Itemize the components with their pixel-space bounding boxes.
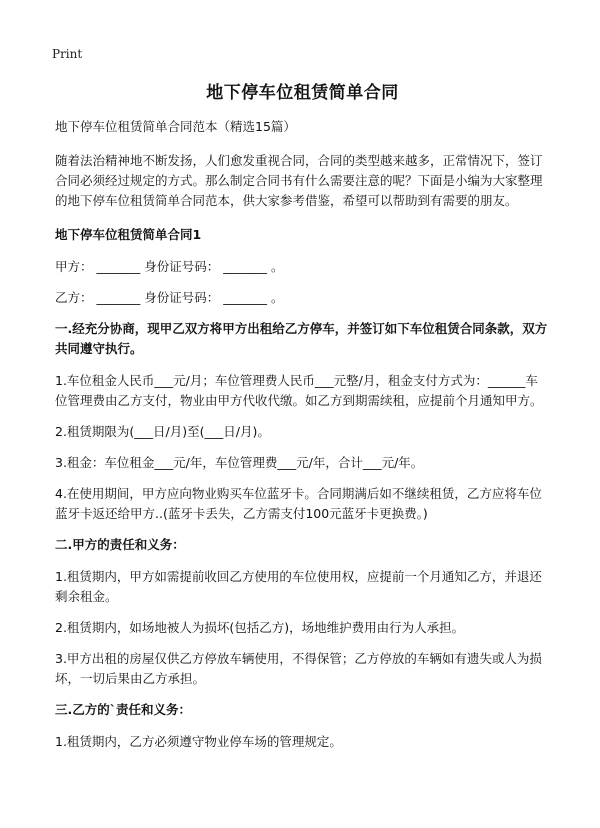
party-b-id-blank: _______	[223, 290, 267, 305]
document-body	[55, 78, 550, 763]
party-b-row	[55, 288, 550, 308]
party-a-blank: _______	[96, 259, 141, 274]
party-a-end: 。	[270, 259, 284, 274]
section-1-heading: 一.经充分协商，现甲乙双方将甲方出租给乙方停车，并签订如下车位租赁合同条款，双方共同遵守执行。	[55, 321, 548, 356]
section-2-heading: 二.甲方的责任和义务：	[55, 537, 185, 552]
party-b-blank: _______	[96, 290, 141, 305]
party-a-label: 甲方：	[55, 259, 93, 274]
party-a-id-label: 身份证号码：	[144, 259, 220, 274]
party-a-row	[55, 257, 550, 277]
party-b-end: 。	[270, 290, 284, 305]
contract-heading: 地下停车位租赁简单合同1	[55, 227, 202, 242]
clause-3-1: 1.租赁期内，乙方必须遵守物业停车场的管理规定。	[55, 734, 342, 749]
section-3-heading: 三.乙方的`责任和义务：	[55, 702, 191, 717]
party-b-id-label: 身份证号码：	[144, 290, 220, 305]
clause-1-4: 4.在使用期间，甲方应向物业购买车位蓝牙卡。合同期满后如不继续租赁，乙方应将车位蓝牙卡返还给甲方..(蓝牙卡丢失，乙方需支付100元蓝牙卡更换费。)	[55, 486, 542, 521]
intro-paragraph: 随着法治精神地不断发扬，人们愈发重视合同，合同的类型越来越多，正常情况下，签订合同必须经过规定的方式。那么制定合同书有什么需要注意的呢？下面是小编为大家整理的地下停车位租赁简单合同范本，供大家参考借鉴，希望可以帮助到有需要的朋友。	[55, 153, 543, 208]
clause-1-2: 2.租赁期限为(___日/月)至(___日/月)。	[55, 424, 270, 439]
print-link[interactable]: Print	[52, 47, 83, 61]
clause-2-1: 1.租赁期内，甲方如需提前收回乙方使用的车位使用权，应提前一个月通知乙方，并退还剩余租金。	[55, 569, 542, 604]
party-b-label: 乙方：	[55, 290, 93, 305]
clause-1-1: 1.车位租金人民币___元/月；车位管理费人民币___元整/月，租金支付方式为：______车位管理费由乙方支付，物业由甲方代收代缴。如乙方到期需续租，应提前个月通知甲方。	[55, 373, 543, 408]
clause-2-3: 3.甲方出租的房屋仅供乙方停放车辆使用，不得保管；乙方停放的车辆如有遗失或人为损坏，一切后果由乙方承担。	[55, 651, 542, 686]
document-title: 地下停车位租赁简单合同	[206, 83, 399, 103]
clause-2-2: 2.租赁期内，如场地被人为损坏(包括乙方)，场地维护费用由行为人承担。	[55, 620, 465, 635]
party-a-id-blank: _______	[223, 259, 267, 274]
document-subtitle: 地下停车位租赁简单合同范本（精选15篇）	[55, 119, 296, 134]
clause-1-3: 3.租金：车位租金___元/年，车位管理费___元/年，合计___元/年。	[55, 455, 424, 470]
